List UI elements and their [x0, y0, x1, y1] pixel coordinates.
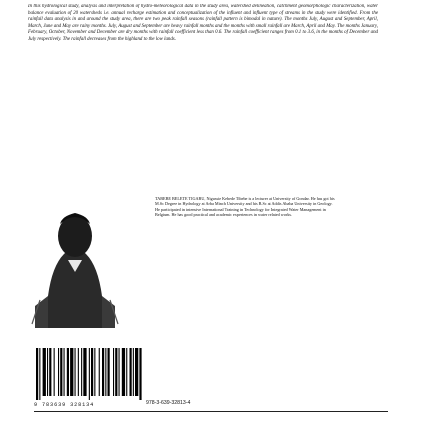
abstract-text: In this hydrological study, analysis and interpretation of hydro-meteorological data in the study area, watershed delineation, catchment geomorphologic characterization, water balance evaluation of 20 watersheds i.e. annual recharge estimation and conceptualization of the influent and influent type of streams in the study were identified. From the rainfall data analysis in and around the study area, there are two peak rainfall seasons (rainfall pattern is bimodal in nature). The months July, August and September, April, March, June and May are rainy months. July, August and September are heavy rainfall months and the months with small rainfall are March, April and May. The months January, February, October, November and December are dry months with rainfall coefficient less than 0.6. The rainfall coefficient ranges from 0.1 to 3.6, in the months of December and July respectively. The rainfall decreases from the highland to the low lands. — [28, 4, 378, 42]
barcode-bar — [126, 348, 127, 396]
isbn-barcode — [34, 348, 142, 408]
author-bio — [155, 196, 335, 274]
barcode-bar — [91, 348, 93, 396]
barcode-bar — [70, 348, 73, 396]
barcode-bar — [130, 348, 132, 396]
barcode-bar — [122, 348, 125, 396]
barcode-bar — [60, 348, 62, 396]
isbn-number: 978-3-639-32813-4 — [146, 400, 191, 406]
barcode-bar — [135, 348, 138, 396]
author-bio-text: TABEBE BELETE TIGABU, Nigussie Kebede Tibebe is a lecturer at University of Gondar. He has got his M.Sc Degree in Hydrology at Arba Minch University and his B.Sc at Addis Ababa University in Geology. He participated in intensive International Training in Technology for Integrated Water Management in Belgium. He has good practical and academic experiences in water related works. — [155, 196, 335, 217]
barcode-bar — [105, 348, 106, 396]
barcode-bar — [94, 348, 95, 396]
barcode-bar — [64, 348, 65, 396]
barcode-bar — [115, 348, 117, 396]
barcode-bar — [139, 348, 141, 400]
bottom-divider-line — [34, 411, 388, 412]
barcode-bar — [47, 348, 48, 396]
barcode-bar — [133, 348, 134, 396]
barcode-bar — [49, 348, 51, 396]
barcode-bar — [78, 348, 79, 396]
barcode-bar — [102, 348, 104, 396]
barcode-digits: 9 783639 328134 — [34, 402, 95, 408]
abstract-block — [28, 4, 378, 166]
barcode-bar — [67, 348, 69, 396]
barcode-bar — [81, 348, 82, 396]
author-photo — [30, 196, 120, 328]
barcode-bar — [113, 348, 114, 396]
barcode-bar — [99, 348, 100, 396]
author-portrait-image — [30, 196, 120, 328]
barcode-bar — [108, 348, 110, 396]
barcode-bar — [58, 348, 59, 396]
barcode-bar — [43, 348, 46, 396]
barcode-bar — [83, 348, 86, 396]
barcode-bars — [34, 348, 142, 400]
barcode-bar — [36, 348, 38, 400]
barcode-bar — [89, 348, 90, 400]
barcode-bar — [119, 348, 120, 396]
barcode-bar — [39, 348, 40, 400]
barcode-bar — [54, 348, 55, 396]
barcode-bar — [75, 348, 76, 396]
